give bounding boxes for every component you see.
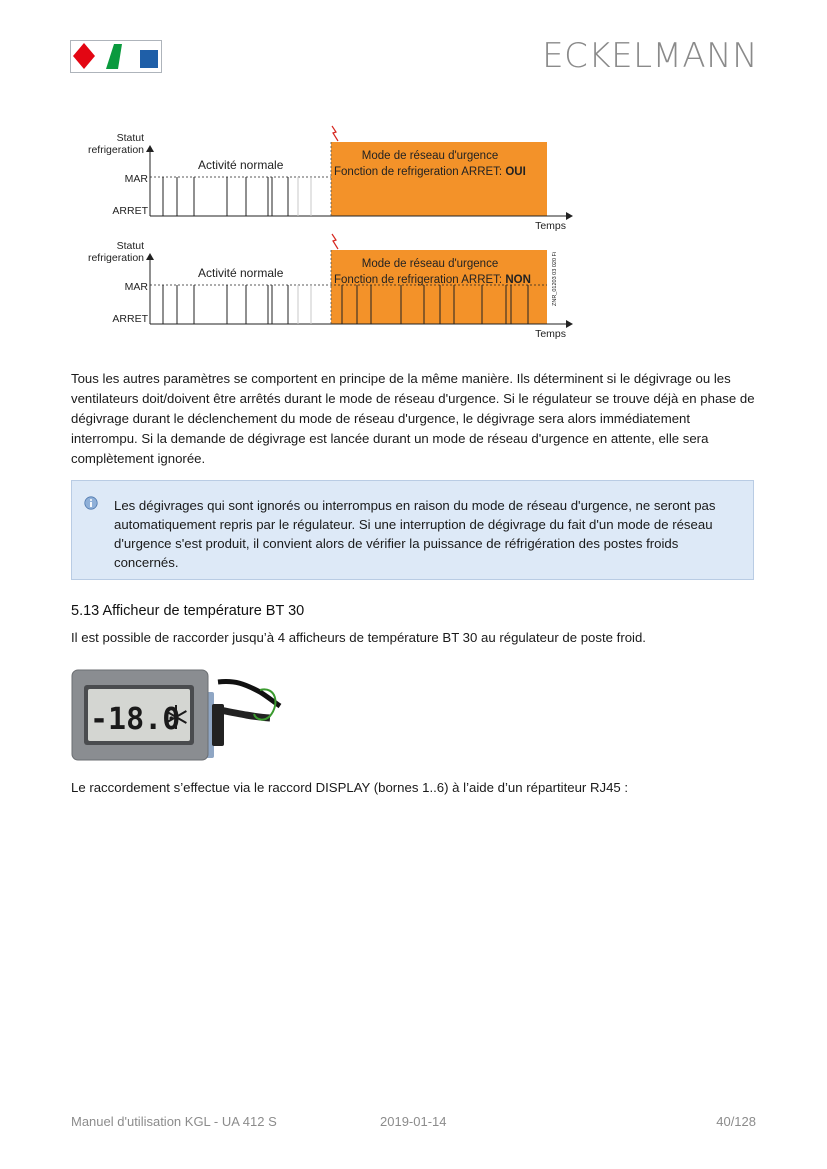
connection-text: Le raccordement s’effectue via le raccord DISPLAY (bornes 1..6) à l’aide d’un répartiteur RJ45 : xyxy=(71,780,629,795)
normal-pulses xyxy=(163,177,288,216)
emergency-line1: Mode de réseau d'urgence xyxy=(361,258,499,270)
emergency-line1: Mode de réseau d'urgence xyxy=(361,150,499,162)
bt30-display-photo xyxy=(70,662,282,777)
ylabel-line1: Statut xyxy=(116,132,144,144)
note-text: Les dégivrages qui sont ignorés ou interrompus en raison du mode de réseau d'urgence, ne seront pas automatiquement repris par le régulateur. Si une interruption de dégivrage du fait d'un mode de réseau d'urgence s'est produit, il convient alors de vérifier la puissance de réfrigération des postes froids concernés. xyxy=(114,498,716,570)
level-on-label: MAR xyxy=(124,173,148,185)
eckelmann-logo xyxy=(70,40,162,73)
level-off-label: ARRET xyxy=(112,205,148,217)
figure-reference: ZNR_01203 03 020 Fi xyxy=(552,251,558,306)
level-off-label: ARRET xyxy=(112,313,148,325)
normal-activity-label: Activité normale xyxy=(198,266,284,280)
emergency-mode-timing-diagrams xyxy=(70,118,590,348)
lightning-icon xyxy=(332,234,338,249)
lightning-icon xyxy=(332,126,338,141)
diagram-non xyxy=(88,234,573,340)
ylabel-line1: Statut xyxy=(116,240,144,252)
emergency-line2: Fonction de refrigeration ARRET: NON xyxy=(334,274,531,286)
info-icon xyxy=(84,496,98,510)
footer-date: 2019-01-14 xyxy=(380,1114,447,1129)
diagram-oui xyxy=(88,126,573,232)
ylabel-line2: refrigeration xyxy=(87,144,144,156)
x-axis-label: Temps xyxy=(535,220,566,232)
footer-page-number: 40/128 xyxy=(716,1114,756,1129)
section-intro: Il est possible de raccorder jusqu’à 4 afficheurs de température BT 30 au régulateur de poste froid. xyxy=(71,630,646,645)
section-heading: 5.13 Afficheur de température BT 30 xyxy=(71,603,305,619)
ylabel-line2: refrigeration xyxy=(87,252,144,264)
level-on-label: MAR xyxy=(124,281,148,293)
normal-activity-label: Activité normale xyxy=(198,158,284,172)
body-paragraph: Tous les autres paramètres se comportent en principe de la même manière. Ils déterminent si le dégivrage ou les ventilateurs doit/doivent être arrêtés durant le mode de réseau d'urgence. Si le régulateur se trouve déjà en phase de dégivrage durant le déclenchement du mode de réseau d'urgence, le dégivrage sera alors immédiatement interrompu. Si la demande de dégivrage est lancée durant un mode de réseau d'urgence en attente, elle sera complètement ignorée. xyxy=(71,371,755,466)
normal-pulses xyxy=(163,285,288,324)
display-readout: -18.0 xyxy=(90,702,181,737)
footer-document-title: Manuel d'utilisation KGL - UA 412 S xyxy=(71,1114,277,1129)
x-axis-label: Temps xyxy=(535,328,566,340)
brand-name: ECKELMANN xyxy=(542,36,758,76)
emergency-line2: Fonction de refrigeration ARRET: OUI xyxy=(334,166,526,178)
